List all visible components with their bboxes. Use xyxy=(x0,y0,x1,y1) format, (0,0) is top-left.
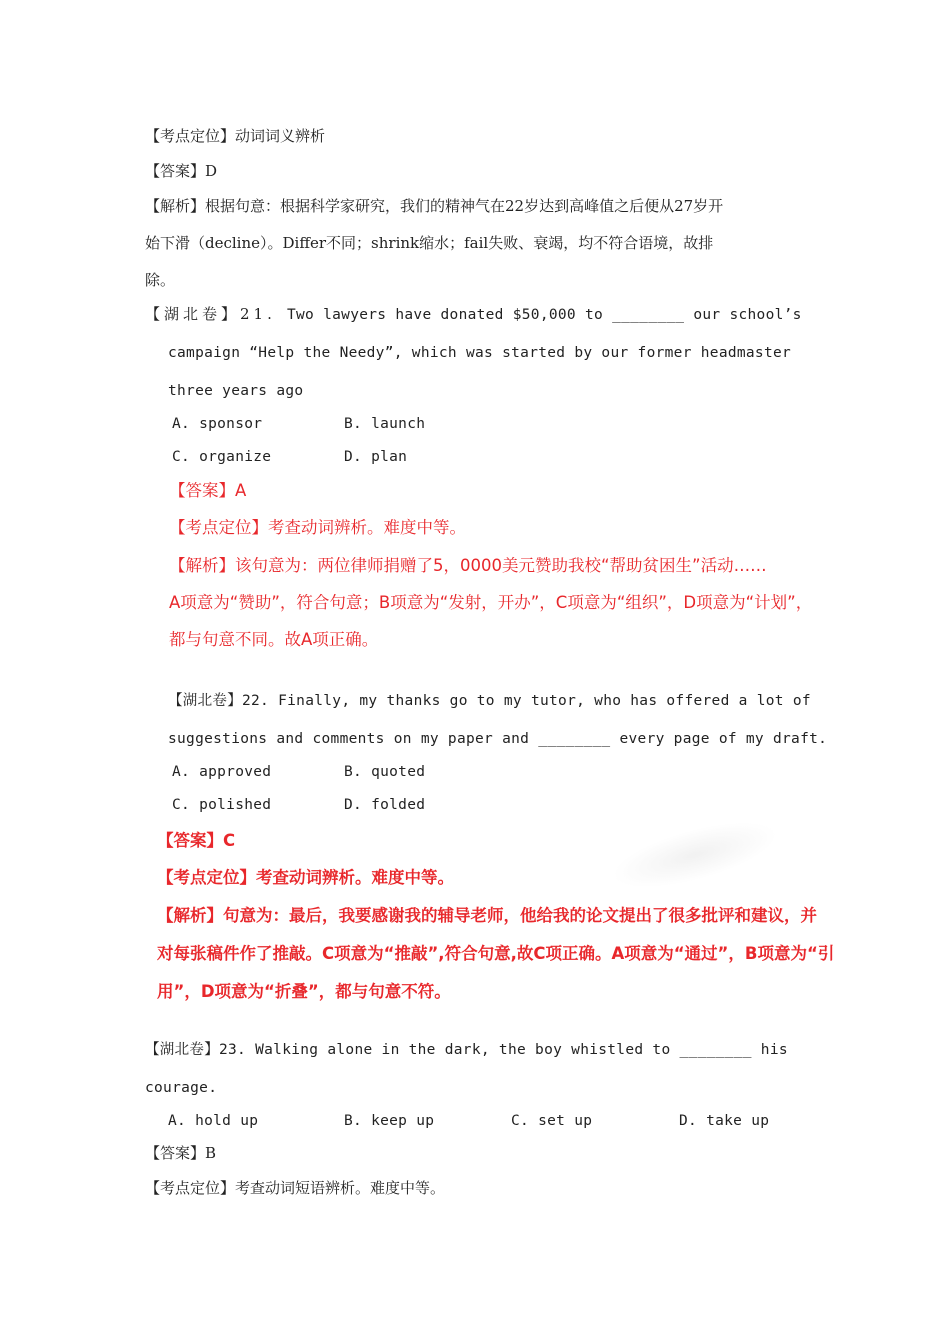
q22-option-c: C. polished xyxy=(172,797,272,813)
jiexi-line-1: 【解析】根据句意：根据科学家研究，我们的精神气在22岁达到高峰值之后便从27岁开 xyxy=(145,197,724,215)
q22-answer: 【答案】C xyxy=(157,831,236,850)
q22-option-a: A. approved xyxy=(172,764,272,780)
q23-kaodian: 【考点定位】考查动词短语辨析。难度中等。 xyxy=(145,1179,446,1197)
q22-stem-line-2: suggestions and comments on my paper and ________ every page of my draft. xyxy=(168,731,828,747)
q21-option-b: B. launch xyxy=(344,416,426,432)
faint-watermark xyxy=(606,809,783,901)
q23-answer: 【答案】B xyxy=(145,1144,217,1162)
q21-option-c: C. organize xyxy=(172,449,272,465)
q21-jiexi-line-2: A项意为“赞助”，符合句意；B项意为“发射，开办”，C项意为“组织”，D项意为“计划”， xyxy=(169,593,813,612)
kaodian-line: 【考点定位】动词词义辨析 xyxy=(145,127,326,145)
q22-jiexi-line-1: 【解析】句意为：最后，我要感谢我的辅导老师，他给我的论文提出了很多批评和建议，并 xyxy=(157,906,817,925)
q23-stem-line-2: courage. xyxy=(145,1080,218,1096)
q21-stem-line-3: three years ago xyxy=(168,383,304,399)
q21-stem-line-2: campaign “Help the Needy”, which was started by our former headmaster xyxy=(168,345,792,361)
q22-jiexi-line-3: 用”，D项意为“折叠”，都与句意不符。 xyxy=(157,982,451,1001)
q22-option-d: D. folded xyxy=(344,797,426,813)
q21-stem-line-1: Two lawyers have donated $50,000 to ________ our school’s xyxy=(287,307,802,323)
q21-jiexi-line-1: 【解析】该句意为：两位律师捐赠了5，0000美元赞助我校“帮助贫困生”活动…… xyxy=(169,556,767,575)
q22-jiexi-line-2: 对每张稿件作了推敲。C项意为“推敲”,符合句意,故C项正确。A项意为“通过”，B项意为“引 xyxy=(157,944,835,963)
jiexi-line-3: 除。 xyxy=(145,271,176,289)
q21-tag: 【湖北卷】21. xyxy=(145,305,276,323)
q21-answer: 【答案】A xyxy=(169,481,247,500)
q23-option-c: C. set up xyxy=(511,1113,593,1129)
q22-stem-line-1: 【湖北卷】22. Finally, my thanks go to my tutor, who has offered a lot of xyxy=(168,693,811,709)
q22-kaodian: 【考点定位】考查动词辨析。难度中等。 xyxy=(157,868,454,887)
q21-jiexi-line-3: 都与句意不同。故A项正确。 xyxy=(169,630,379,649)
jiexi-line-2: 始下滑（decline）。Differ不同；shrink缩水；fail失败、衰竭，均不符合语境，故排 xyxy=(145,234,714,252)
q21-kaodian: 【考点定位】考查动词辨析。难度中等。 xyxy=(169,518,466,537)
q21-option-a: A. sponsor xyxy=(172,416,263,432)
q23-option-b: B. keep up xyxy=(344,1113,435,1129)
q22-option-b: B. quoted xyxy=(344,764,426,780)
q23-option-d: D. take up xyxy=(679,1113,770,1129)
q23-option-a: A. hold up xyxy=(168,1113,259,1129)
q21-option-d: D. plan xyxy=(344,449,408,465)
q23-stem-line-1: 【湖北卷】23. Walking alone in the dark, the boy whistled to ________ his xyxy=(145,1042,788,1058)
answer-line: 【答案】D xyxy=(145,162,218,180)
